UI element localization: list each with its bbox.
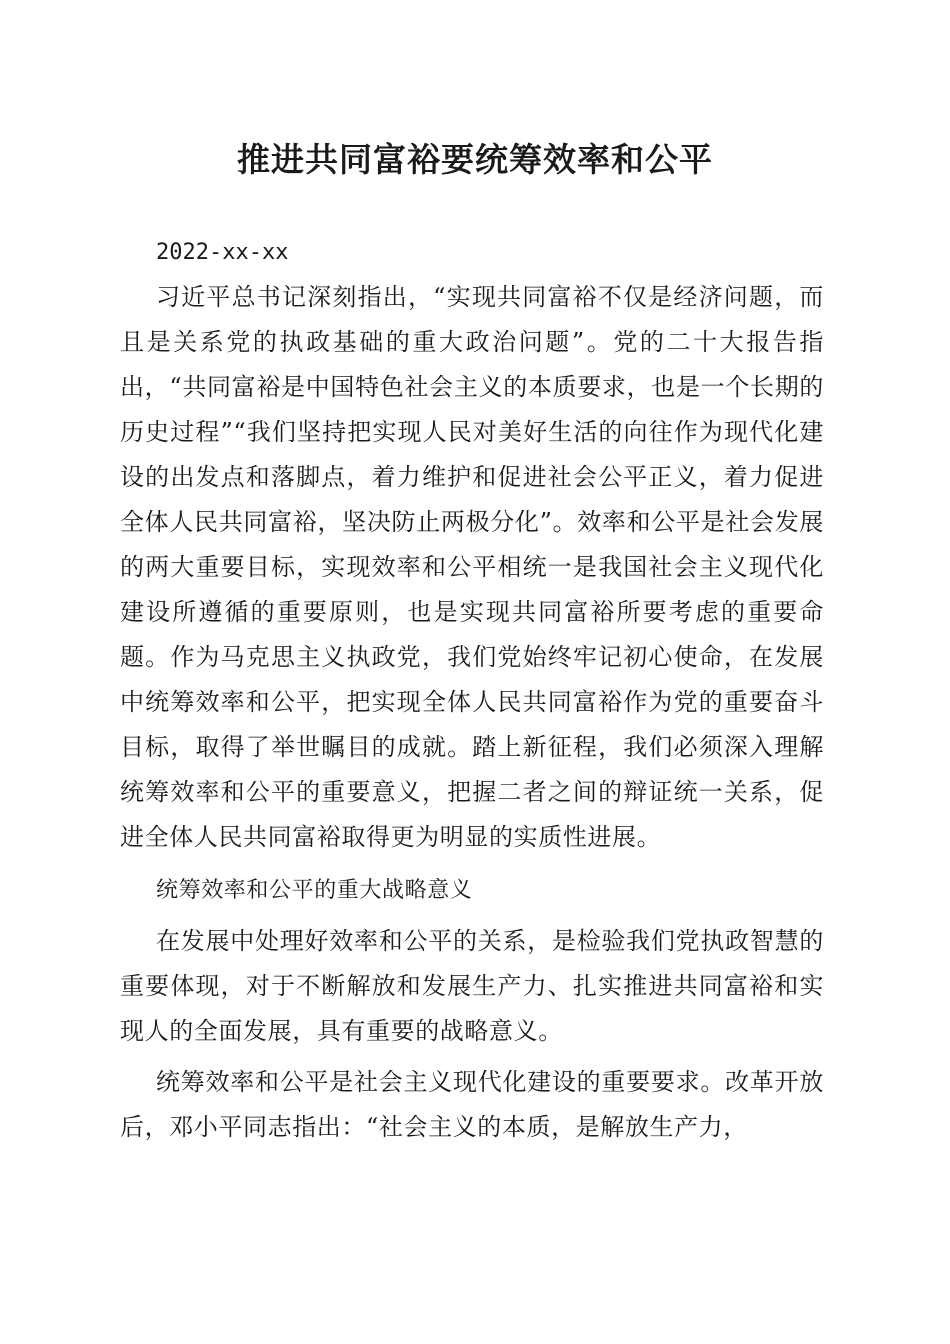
document-title: 推进共同富裕要统筹效率和公平 (237, 140, 713, 179)
intro-paragraph: 习近平总书记深刻指出，“实现共同富裕不仅是经济问题，而且是关系党的执政基础的重大政治问题”。党的二十大报告指出，“共同富裕是中国特色社会主义的本质要求，也是一个长期的历史过程”“我们坚持把实现人民对美好生活的向往作为现代化建设的出发点和落脚点，着力维护和促进社会公平正义，着力促进全体人民共同富裕，坚决防止两极分化”。效率和公平是社会发展的两大重要目标，实现效率和公平相统一是我国社会主义现代化建设所遵循的重要原则，也是实现共同富裕所要考虑的重要命题。作为马克思主义执政党，我们党始终牢记初心使命，在发展中统筹效率和公平，把实现全体人民共同富裕作为党的重要奋斗目标，取得了举世瞩目的成就。踏上新征程，我们必须深入理解统筹效率和公平的重要意义，把握二者之间的辩证统一关系，促进全体人民共同富裕取得更为明显的实质性进展。 (120, 283, 824, 851)
document-date: 2022-xx-xx (156, 240, 289, 265)
document-body (120, 230, 824, 1150)
section-heading: 统筹效率和公平的重大战略意义 (156, 878, 473, 903)
body-paragraph: 在发展中处理好效率和公平的关系，是检验我们党执政智慧的重要体现，对于不断解放和发展生产力、扎实推进共同富裕和实现人的全面发展，具有重要的战略意义。 (120, 927, 824, 1045)
body-paragraph: 统筹效率和公平是社会主义现代化建设的重要要求。改革开放后，邓小平同志指出：“社会主义的本质，是解放生产力， (120, 1068, 824, 1141)
